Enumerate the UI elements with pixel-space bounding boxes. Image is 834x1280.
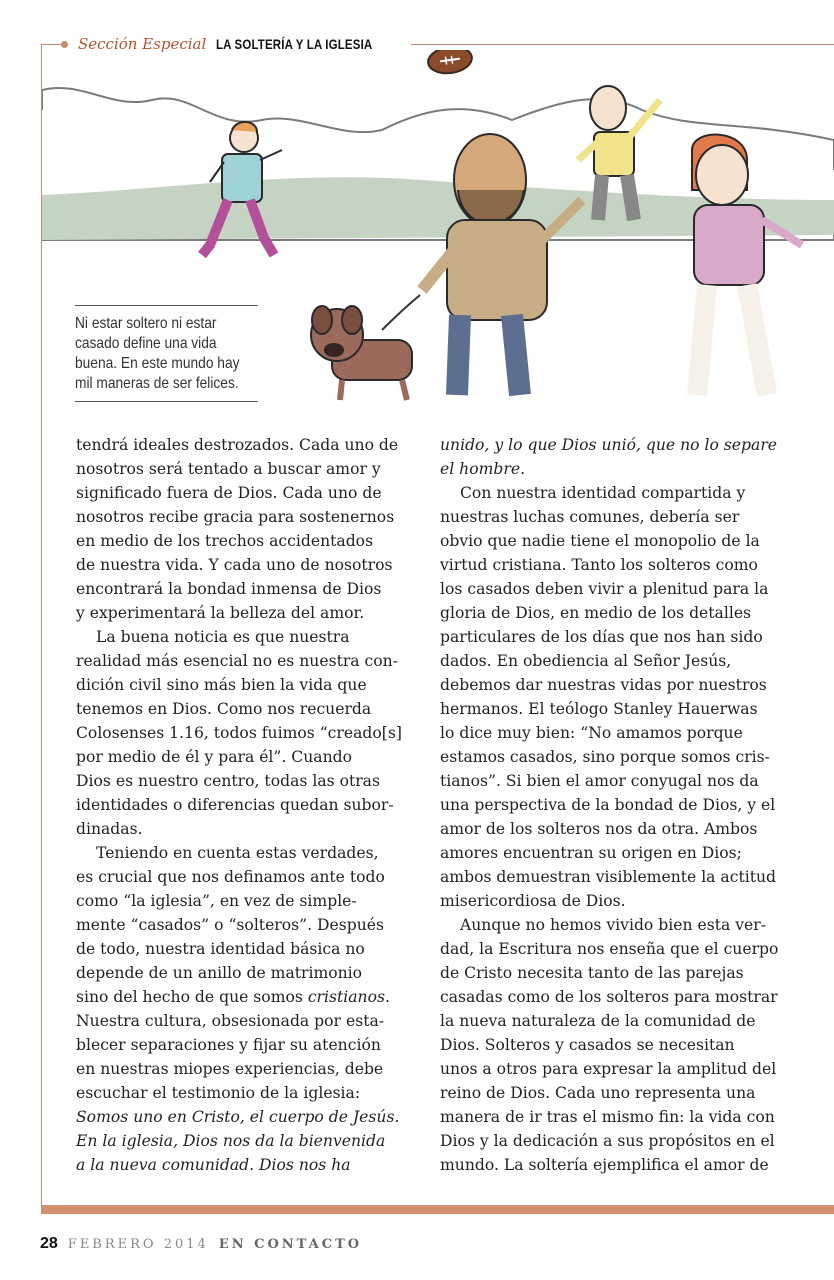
section-title: LA SOLTERÍA Y LA IGLESIA (216, 36, 373, 52)
paragraph (76, 841, 426, 1177)
footer-bar (41, 1205, 834, 1214)
magazine-name: EN CONTACTO (218, 1237, 363, 1252)
image-caption (75, 305, 258, 402)
paragraph: Con nuestra identidad compartida y nuestras luchas comunes, debería ser obvio que nadie tiene el monopolio de la virtud cristiana. Tanto los solteros como los casados deben vivir a plenitud para la gloria de Dios, en medio de los detalles particulares de los días que nos han sido dados. En obediencia al Señor Jesús, debemos dar nuestras vidas por nuestros hermanos. El teólogo Stanley Hauerwas lo dice muy bien: “No amamos porque estamos casados, sino porque somos cris- tianos”. Si bien el amor conyugal nos da una perspectiva de la bondad de Dios, y el amor de los solteros nos da otra. Ambos amores encuentran su origen en Dios; ambos demuestran visiblemente la actitud misericordiosa de Dios. (440, 484, 777, 910)
section-label: Sección Especial (78, 35, 207, 53)
scripture-quote: unido, y lo que Dios unió, que no lo separe el hombre (440, 436, 778, 478)
header-rule-left (41, 44, 63, 45)
dog-icon (311, 306, 412, 400)
issue-date: FEBRERO 2014 (67, 1237, 209, 1252)
football-icon (426, 50, 473, 76)
caption-text: Ni estar soltero ni estar casado define una vida buena. En este mundo hay mil maneras de ser felices. (75, 315, 240, 392)
header-rule-right (364, 44, 834, 45)
scripture-quote: Somos uno en Cristo, el cuerpo de Jesús. En la iglesia, Dios nos da la bienvenida a la nueva comunidad. Dios nos ha (76, 1108, 400, 1174)
page-footer (40, 1235, 362, 1253)
page-number: 28 (40, 1235, 58, 1252)
article-column-left (76, 433, 426, 1177)
article-column-right (440, 433, 790, 1177)
paragraph-text: . Nuestra cultura, obsesionada por esta- blecer separaciones y fijar su atención en nuestras miopes experiencias, debe escuchar el testimonio de la iglesia: (76, 988, 390, 1102)
leash (382, 295, 420, 330)
paragraph: Aunque no hemos vivido bien esta ver- dad, la Escritura nos enseña que el cuerpo de Cristo necesita tanto de las parejas casadas como de los solteros para mostrar la nueva naturaleza de la comunidad de Dios. Solteros y casados se necesitan unos a otros para expresar la amplitud del reino de Dios. Cada uno representa una manera de ir tras el mismo fin: la vida con Dios y la dedicación a sus propósitos en el mundo. La soltería ejemplifica el amor de (440, 916, 779, 1174)
header-dot-left (61, 41, 68, 48)
emphasis-text: cristianos (307, 988, 385, 1006)
paragraph-text: Teniendo en cuenta estas verdades, es crucial que nos definamos ante todo como “la iglesia”, en vez de simple- mente “casados” o “solteros”. Después de todo, nuestra identidad básica no depende de un anillo de matrimonio sino del hecho de que somos (76, 844, 385, 1006)
paragraph-text: . (520, 460, 526, 478)
paragraph (440, 433, 790, 481)
paragraph: tendrá ideales destrozados. Cada uno de nosotros será tentado a buscar amor y significado fuera de Dios. Cada uno de nosotros recibe gracia para sostenernos en medio de los trechos accidentados de nuestra vida. Y cada uno de nosotros encontrará la bondad inmensa de Dios y experimentará la belleza del amor. (76, 436, 399, 622)
paragraph: La buena noticia es que nuestra realidad más esencial no es nuestra con- dición civil sino más bien la vida que tenemos en Dios. Como nos recuerda Colosenses 1.16, todos fuimos “creado[s] por medio de él y para él”. Cuando Dios es nuestro centro, todas las otras identidades o diferencias quedan subor- dinadas. (76, 628, 402, 838)
